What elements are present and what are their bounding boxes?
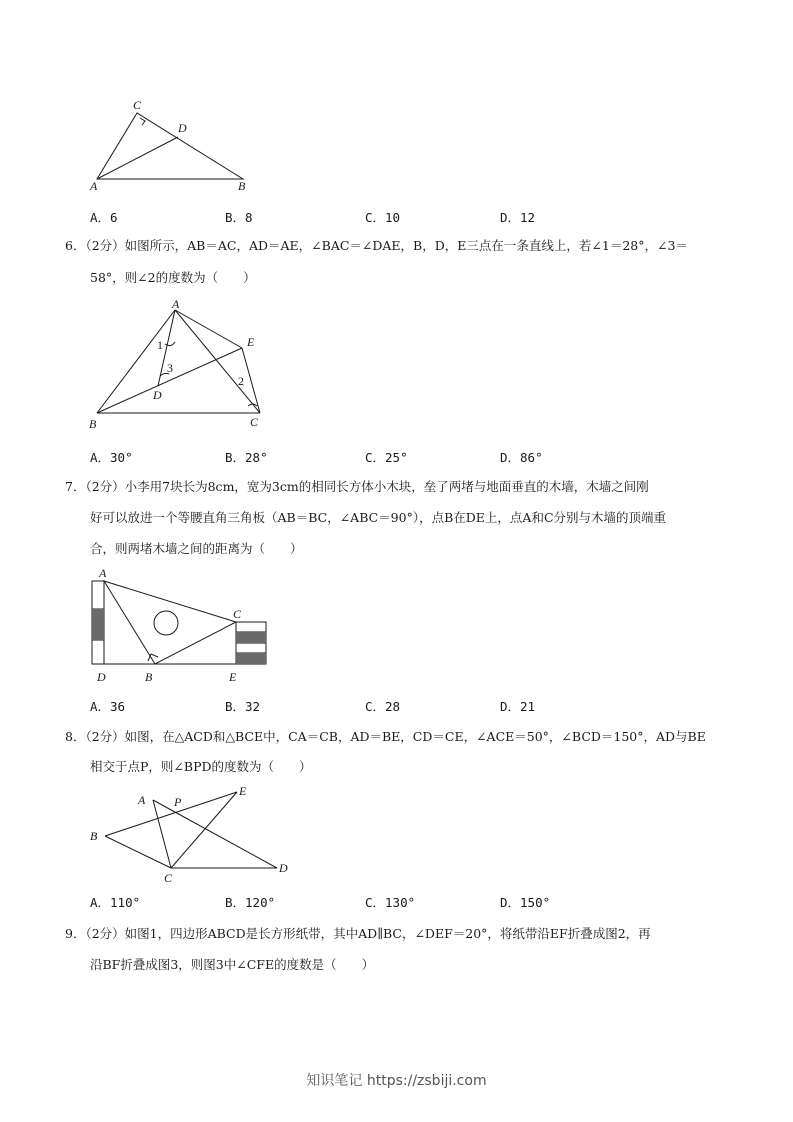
q8-label-b: B <box>90 829 98 843</box>
q7-option-d[interactable]: D．21 <box>500 699 536 714</box>
q7-label-c: C <box>233 607 242 621</box>
q6-figure <box>85 298 275 433</box>
q6-label-c: C <box>250 415 259 429</box>
q8-label-a: A <box>138 793 146 807</box>
q7-label-a: A <box>99 566 107 580</box>
q7-label-e: E <box>229 670 237 684</box>
q8-label-e: E <box>239 784 247 798</box>
q6-angle-1: 1 <box>157 338 163 352</box>
q6-option-a[interactable]: A．30° <box>90 450 133 465</box>
q7-figure <box>85 565 285 690</box>
q7-label-d: D <box>97 670 106 684</box>
q7-option-a[interactable]: A．36 <box>90 699 126 714</box>
q7-text-line1: 7．（2分）小李用7块长为8cm，宽为3cm的相同长方体小木块，垒了两堵与地面垂直的木墙，木墙之间刚 <box>65 479 649 494</box>
q5-option-b[interactable]: B．8 <box>225 210 253 225</box>
q7-option-c[interactable]: C．28 <box>365 699 401 714</box>
q5-option-c[interactable]: C．10 <box>365 210 401 225</box>
q6-text-line1: 6．（2分）如图所示，AB＝AC，AD＝AE，∠BAC＝∠DAE，B，D，E三点在一条直线上，若∠1＝28°，∠3＝ <box>65 238 688 253</box>
q5-label-a: A <box>90 179 98 193</box>
q8-label-d: D <box>279 861 288 875</box>
q6-option-d[interactable]: D．86° <box>500 450 543 465</box>
q7-option-b[interactable]: B．32 <box>225 699 261 714</box>
q5-label-c: C <box>133 98 142 112</box>
q6-angle-2: 2 <box>238 374 244 388</box>
q7-text-line3: 合，则两堵木墙之间的距离为（ ） <box>90 541 303 556</box>
q9-text-line1: 9．（2分）如图1，四边形ABCD是长方形纸带，其中AD∥BC，∠DEF＝20°，将纸带沿EF折叠成图2，再 <box>65 926 651 941</box>
q6-option-c[interactable]: C．25° <box>365 450 408 465</box>
q8-option-d[interactable]: D．150° <box>500 895 551 910</box>
page-footer: 知识笔记 https://zsbiji.com <box>306 1073 487 1089</box>
q6-label-b: B <box>89 417 97 431</box>
q6-label-d: D <box>153 388 162 402</box>
q5-option-d[interactable]: D．12 <box>500 210 536 225</box>
q6-label-e: E <box>247 335 255 349</box>
q5-right-angle-mark <box>140 118 145 125</box>
q8-option-c[interactable]: C．130° <box>365 895 416 910</box>
q6-label-a: A <box>172 298 180 311</box>
q5-figure <box>85 95 265 195</box>
q9-text-line2: 沿BF折叠成图3，则图3中∠CFE的度数是（ ） <box>90 957 375 972</box>
q6-option-b[interactable]: B．28° <box>225 450 268 465</box>
q5-option-a[interactable]: A．6 <box>90 210 118 225</box>
q8-option-a[interactable]: A．110° <box>90 895 141 910</box>
q8-figure <box>85 782 300 887</box>
q6-text-line2: 58°，则∠2的度数为（ ） <box>90 270 256 285</box>
q7-text-line2: 好可以放进一个等腰直角三角板（AB＝BC，∠ABC＝90°），点B在DE上，点A和C分别与木墙的顶端重 <box>90 510 667 525</box>
q5-triangle <box>97 113 243 179</box>
q8-label-c: C <box>164 871 173 885</box>
q7-label-b: B <box>145 670 153 684</box>
q8-option-b[interactable]: B．120° <box>225 895 276 910</box>
q8-text-line1: 8．（2分）如图，在△ACD和△BCE中，CA＝CB，AD＝BE，CD＝CE，∠ACE＝50°，∠BCD＝150°，AD与BE <box>65 729 706 744</box>
q8-label-p: P <box>174 795 182 809</box>
q5-label-b: B <box>238 179 246 193</box>
q6-angle-3: 3 <box>167 361 173 375</box>
q5-label-d: D <box>178 121 187 135</box>
q8-text-line2: 相交于点P，则∠BPD的度数为（ ） <box>90 759 312 774</box>
